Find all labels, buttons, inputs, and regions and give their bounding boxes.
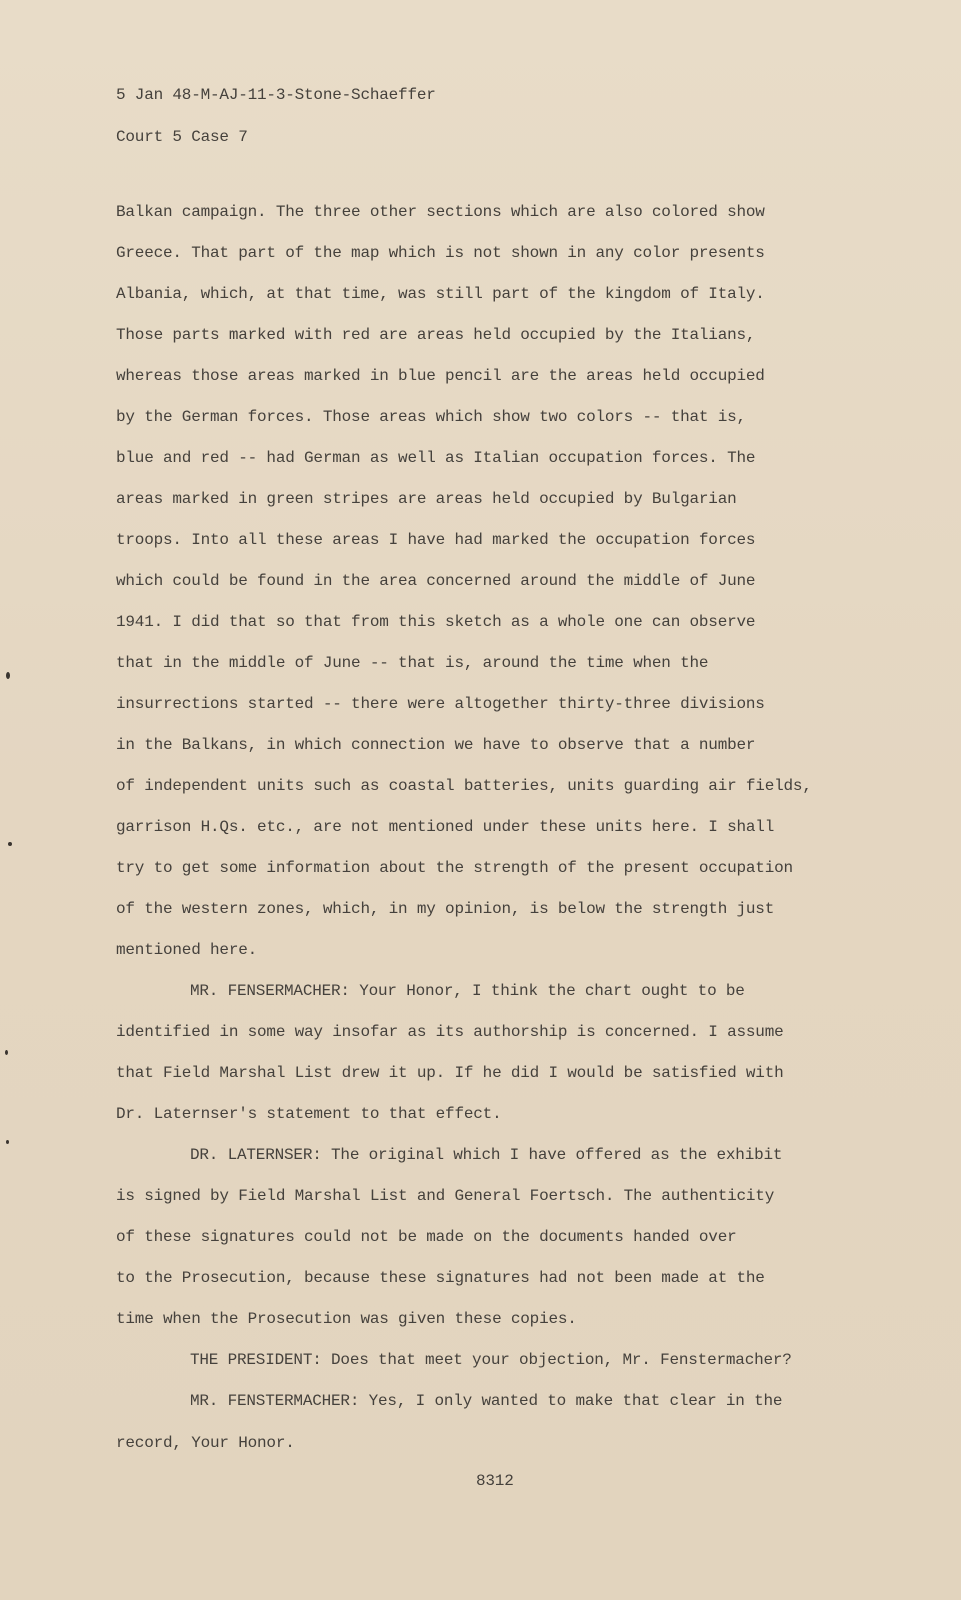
text-line: of independent units such as coastal batteries, units guarding air fields, <box>116 777 812 795</box>
text-line: in the Balkans, in which connection we have to observe that a number <box>116 736 756 754</box>
text-line: troops. Into all these areas I have had marked the occupation forces <box>116 531 756 549</box>
scan-speck <box>6 1140 9 1144</box>
text-line: of the western zones, which, in my opinion, is below the strength just <box>116 900 775 918</box>
text-line: 1941. I did that so that from this sketch as a whole one can observe <box>116 613 756 631</box>
speaker-line: DR. LATERNSER: The original which I have offered as the exhibit <box>190 1146 783 1164</box>
text-line: areas marked in green stripes are areas held occupied by Bulgarian <box>116 490 737 508</box>
speaker-line: THE PRESIDENT: Does that meet your objection, Mr. Fenstermacher? <box>190 1351 792 1369</box>
text-line: to the Prosecution, because these signatures had not been made at the <box>116 1269 765 1287</box>
text-line: mentioned here. <box>116 941 258 959</box>
text-line: garrison H.Qs. etc., are not mentioned under these units here. I shall <box>116 818 775 836</box>
text-line: is signed by Field Marshal List and General Foertsch. The authenticity <box>116 1187 775 1205</box>
text-line: by the German forces. Those areas which show two colors -- that is, <box>116 408 746 426</box>
text-line: insurrections started -- there were altogether thirty-three divisions <box>116 695 765 713</box>
speaker-line: MR. FENSERMACHER: Your Honor, I think the chart ought to be <box>190 982 745 1000</box>
text-line: Balkan campaign. The three other sections which are also colored show <box>116 203 765 221</box>
header-court-case: Court 5 Case 7 <box>116 128 248 146</box>
header-docket-line: 5 Jan 48-M-AJ-11-3-Stone-Schaeffer <box>116 86 436 104</box>
text-line: that in the middle of June -- that is, around the time when the <box>116 654 709 672</box>
text-line: of these signatures could not be made on the documents handed over <box>116 1228 737 1246</box>
scan-speck <box>8 842 12 846</box>
speaker-line: MR. FENSTERMACHER: Yes, I only wanted to make that clear in the <box>190 1392 783 1410</box>
text-line: whereas those areas marked in blue pencil are the areas held occupied <box>116 367 765 385</box>
text-line: Dr. Laternser's statement to that effect. <box>116 1105 502 1123</box>
text-line: time when the Prosecution was given these copies. <box>116 1310 577 1328</box>
scan-speck <box>6 672 10 679</box>
scan-speck <box>5 1050 8 1055</box>
text-line: which could be found in the area concerned around the middle of June <box>116 572 756 590</box>
text-line: identified in some way insofar as its authorship is concerned. I assume <box>116 1023 784 1041</box>
text-line: blue and red -- had German as well as Italian occupation forces. The <box>116 449 756 467</box>
text-line: that Field Marshal List drew it up. If he did I would be satisfied with <box>116 1064 784 1082</box>
page-number: 8312 <box>476 1472 514 1490</box>
text-line: try to get some information about the strength of the present occupation <box>116 859 793 877</box>
text-line: Greece. That part of the map which is not shown in any color presents <box>116 244 765 262</box>
text-line: Those parts marked with red are areas held occupied by the Italians, <box>116 326 756 344</box>
text-line: Albania, which, at that time, was still part of the kingdom of Italy. <box>116 285 765 303</box>
text-line: record, Your Honor. <box>116 1434 295 1452</box>
